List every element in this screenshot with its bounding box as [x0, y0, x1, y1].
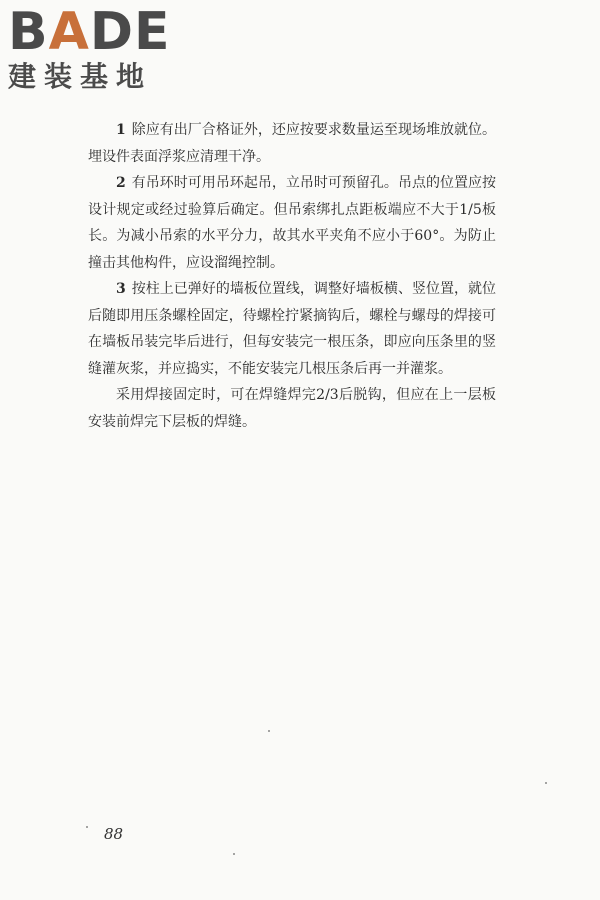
logo-letter: B	[8, 2, 49, 62]
paragraph-4	[88, 382, 496, 435]
bade-logo	[8, 2, 178, 97]
paragraph-text: 采用焊接固定时，可在焊缝焊完2/3后脱钩，但应在上一层板安装前焊完下层板的焊缝。	[88, 387, 496, 430]
logo-letter-accent: A	[48, 2, 90, 62]
logo-letter: DE	[89, 2, 171, 62]
paragraph-text: 除应有出厂合格证外，还应按要求数量运至现场堆放就位。埋设件表面浮浆应清理干净。	[88, 122, 496, 165]
scan-speck	[268, 730, 270, 732]
item-number: 3	[116, 281, 126, 297]
item-number: 1	[116, 122, 126, 138]
document-body	[88, 117, 496, 435]
item-number: 2	[116, 175, 126, 191]
paragraph-1	[88, 117, 496, 170]
paragraph-2	[88, 170, 496, 276]
scan-speck	[86, 826, 88, 828]
scan-speck	[233, 853, 235, 855]
paragraph-text: 有吊环时可用吊环起吊，立吊时可预留孔。吊点的位置应按设计规定或经过验算后确定。但吊索绑扎点距板端应不大于1/5板长。为减小吊索的水平分力，故其水平夹角不应小于60°。为防止撞击其他构件，应设溜绳控制。	[88, 175, 496, 271]
page-number: 88	[104, 825, 124, 843]
paragraph-text: 按柱上已弹好的墙板位置线，调整好墙板横、竖位置，就位后随即用压条螺栓固定，待螺栓拧紧摘钩后，螺栓与螺母的焊接可在墙板吊装完毕后进行，但每安装完一根压条，即应向压条里的竖缝灌灰浆，并应捣实，不能安装完几根压条后再一并灌浆。	[88, 281, 496, 377]
paragraph-3	[88, 276, 496, 382]
scan-speck	[545, 782, 547, 784]
logo-subtitle: 建装基地	[8, 60, 153, 93]
logo-wordmark	[8, 2, 171, 62]
